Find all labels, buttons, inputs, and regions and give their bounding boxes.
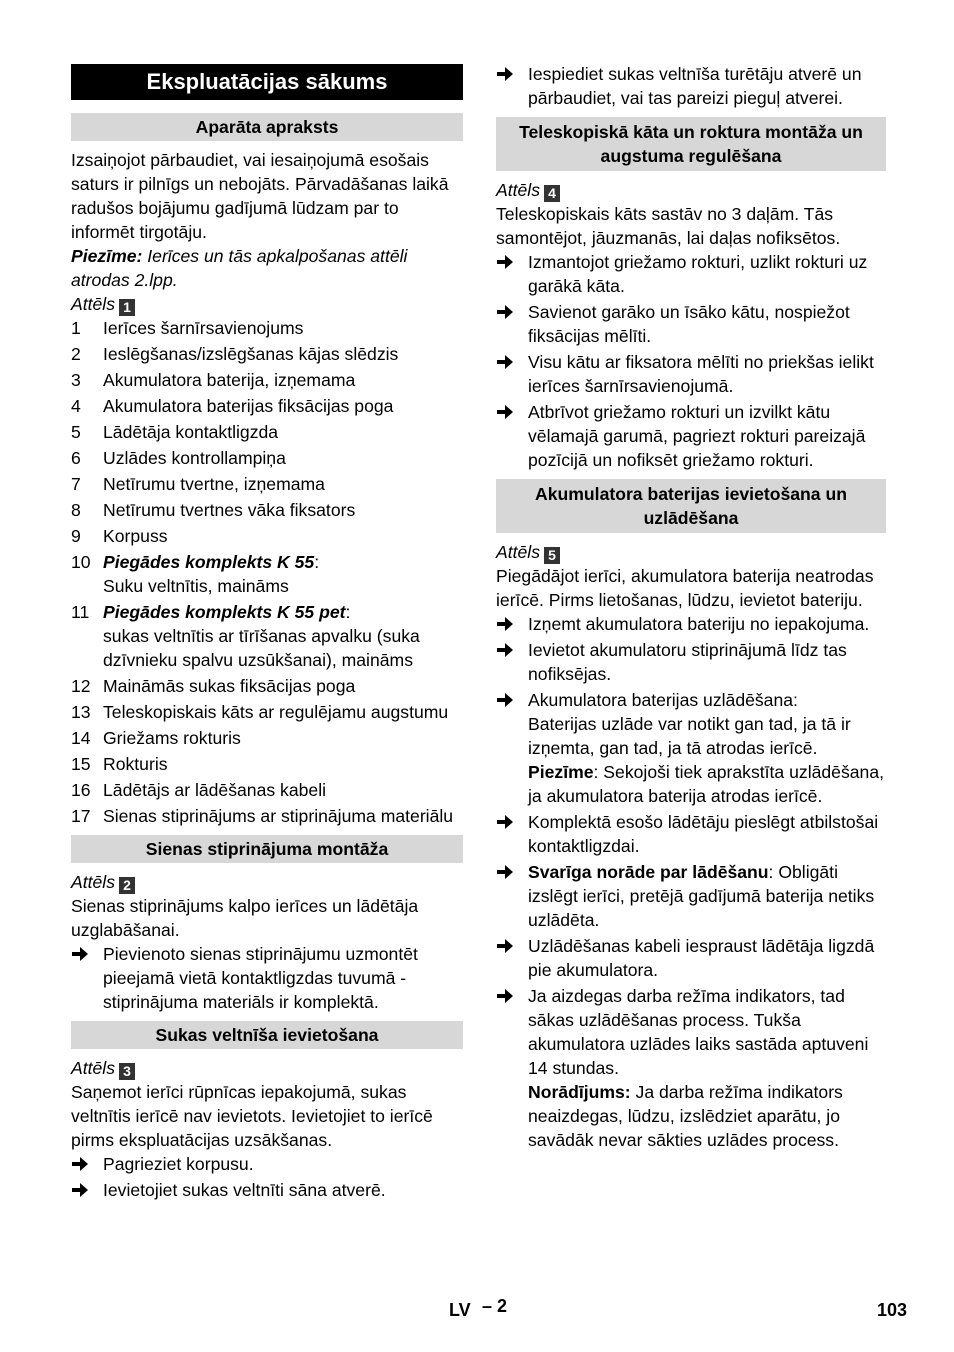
step-list	[71, 1152, 463, 1202]
step-item: Pievienoto sienas stiprinājumu uzmontēt pieejamā vietā kontaktligzdas tuvumā - stiprinājuma materiāls ir komplektā.	[71, 942, 463, 1014]
figure-number-badge: 2	[119, 877, 135, 894]
arrow-right-icon	[71, 946, 89, 962]
left-column	[71, 62, 463, 1204]
step-item: Ja aizdegas darba režīma indikators, tad sākas uzlādēšanas process. Tukša akumulatora uzlādes laiks sastāda aptuveni 14 stundas. Norādījums: Ja darba režīma indikators neaizdegas, lūdzu, izslēdziet aparātu, jo savādāk nevar sākties uzlādes process.	[496, 984, 886, 1152]
list-item: 14 Griežams rokturis	[71, 728, 241, 748]
list-item: 11 Piegādes komplekts K 55 pet: sukas veltnītis ar tīrīšanas apvalku (suka dzīvnieku spalvu uzsūkšanai), maināms	[71, 602, 420, 670]
arrow-right-icon	[496, 692, 514, 708]
main-title: Ekspluatācijas sākums	[71, 64, 463, 100]
arrow-right-icon	[496, 404, 514, 420]
step-item: Savienot garāko un īsāko kātu, nospiežot fiksācijas mēlīti.	[496, 300, 886, 348]
paragraph: Piegādājot ierīci, akumulatora baterija neatrodas ierīcē. Pirms lietošanas, lūdzu, ievietot bateriju.	[496, 566, 874, 610]
list-item: 2 Ieslēgšanas/izslēgšanas kājas slēdzis	[71, 344, 399, 364]
step-list	[496, 250, 886, 472]
figure-reference: Attēls 5	[496, 540, 886, 564]
figure-reference: Attēls 1	[71, 292, 463, 316]
figure-number-badge: 3	[119, 1063, 135, 1080]
list-item: 13 Teleskopiskais kāts ar regulējamu augstumu	[71, 702, 449, 722]
arrow-right-icon	[496, 814, 514, 830]
arrow-right-icon	[496, 938, 514, 954]
figure-reference: Attēls 3	[71, 1056, 463, 1080]
list-item: 4 Akumulatora baterijas fiksācijas poga	[71, 396, 394, 416]
arrow-right-icon	[496, 642, 514, 658]
step-list	[71, 942, 463, 1014]
step-list	[496, 612, 886, 1152]
step-item: Izņemt akumulatora bateriju no iepakojuma.	[496, 612, 886, 636]
step-item: Iespiediet sukas veltnīša turētāju atverē un pārbaudiet, vai tas pareizi pieguļ atverei.	[496, 62, 886, 110]
arrow-right-icon	[496, 66, 514, 82]
arrow-right-icon	[496, 864, 514, 880]
list-item: 9 Korpuss	[71, 526, 168, 546]
step-item: Uzlādēšanas kabeli iespraust lādētāja ligzdā pie akumulatora.	[496, 934, 886, 982]
section-heading-device-description: Aparāta apraksts	[71, 113, 463, 141]
right-column	[496, 62, 886, 1154]
arrow-right-icon	[71, 1182, 89, 1198]
list-item: 1 Ierīces šarnīrsavienojums	[71, 318, 304, 338]
step-list	[496, 62, 886, 110]
page-footer	[0, 1296, 954, 1326]
arrow-right-icon	[496, 304, 514, 320]
list-item: 12 Maināmās sukas fiksācijas poga	[71, 676, 356, 696]
note-paragraph: Piezīme: Ierīces un tās apkalpošanas attēli atrodas 2.lpp.	[71, 246, 408, 290]
intro-paragraph: Izsaiņojot pārbaudiet, vai iesaiņojumā esošais saturs ir pilnīgs un nebojāts. Pārvadāšanas laikā radušos bojājumu gadījumā lūdzam par to informēt tirgotāju.	[71, 150, 449, 242]
list-item: 16 Lādētājs ar lādēšanas kabeli	[71, 780, 327, 800]
list-item: 5 Lādētāja kontaktligzda	[71, 422, 279, 442]
step-item: Visu kātu ar fiksatora mēlīti no priekšas ielikt ierīces šarnīrsavienojumā.	[496, 350, 886, 398]
figure-number-badge: 5	[544, 547, 560, 564]
list-item: 10 Piegādes komplekts K 55: Suku veltnītis, maināms	[71, 552, 320, 596]
step-item: Akumulatora baterijas uzlādēšana: Baterijas uzlāde var notikt gan tad, ja tā ir izņemta, gan tad, ja tā atrodas ierīcē. Piezīme: Sekojoši tiek aprakstīta uzlādēšana, ja akumulatora baterija atrodas ierīcē.	[496, 688, 886, 808]
section-heading-wall-mount: Sienas stiprinājuma montāža	[71, 835, 463, 863]
step-item: Atbrīvot griežamo rokturi un izvilkt kātu vēlamajā garumā, pagriezt rokturi pareizajā pozīcijā un nofiksēt griežamo rokturi.	[496, 400, 886, 472]
figure-reference: Attēls 2	[71, 870, 463, 894]
section-page-number: – 2	[482, 1296, 508, 1316]
figure-reference: Attēls 4	[496, 178, 886, 202]
paragraph: Sienas stiprinājums kalpo ierīces un lādētāja uzglabāšanai.	[71, 896, 419, 940]
arrow-right-icon	[496, 254, 514, 270]
arrow-right-icon	[71, 1156, 89, 1172]
step-item: Ievietot akumulatoru stiprinājumā līdz tas nofiksējas.	[496, 638, 886, 686]
list-item: 3 Akumulatora baterija, izņemama	[71, 370, 356, 390]
list-item: 8 Netīrumu tvertnes vāka fiksators	[71, 500, 356, 520]
step-item: Komplektā esošo lādētāju pieslēgt atbilstošai kontaktligzdai.	[496, 810, 886, 858]
paragraph: Teleskopiskais kāts sastāv no 3 daļām. Tās samontējot, jāuzmanās, lai daļas nofiksētos.	[496, 204, 841, 248]
paragraph: Saņemot ierīci rūpnīcas iepakojumā, sukas veltnītis ierīcē nav ievietots. Ievietojiet to ierīcē pirms ekspluatācijas uzsākšanas.	[71, 1082, 433, 1150]
list-item: 6 Uzlādes kontrollampiņa	[71, 448, 286, 468]
list-item: 17 Sienas stiprinājums ar stiprinājuma materiālu	[71, 806, 454, 826]
figure-number-badge: 1	[119, 299, 135, 316]
language-code: LV	[449, 1300, 471, 1320]
step-item: Pagrieziet korpusu.	[71, 1152, 463, 1176]
arrow-right-icon	[496, 616, 514, 632]
step-item: Izmantojot griežamo rokturi, uzlikt rokturi uz garākā kāta.	[496, 250, 886, 298]
figure-number-badge: 4	[544, 185, 560, 202]
step-item: Svarīga norāde par lādēšanu: Obligāti izslēgt ierīci, pretējā gadījumā baterija netiks uzlādēta.	[496, 860, 886, 932]
section-heading-brush-roller: Sukas veltnīša ievietošana	[71, 1021, 463, 1049]
list-item: 7 Netīrumu tvertne, izņemama	[71, 474, 325, 494]
step-item: Ievietojiet sukas veltnīti sāna atverē.	[71, 1178, 463, 1202]
list-item: 15 Rokturis	[71, 754, 168, 774]
section-heading-telescopic-handle: Teleskopiskā kāta un roktura montāža un augstuma regulēšana	[496, 117, 886, 171]
page-number: 103	[877, 1300, 908, 1320]
parts-list	[71, 316, 463, 828]
arrow-right-icon	[496, 354, 514, 370]
arrow-right-icon	[496, 988, 514, 1004]
section-heading-battery: Akumulatora baterijas ievietošana un uzlādēšana	[496, 479, 886, 533]
